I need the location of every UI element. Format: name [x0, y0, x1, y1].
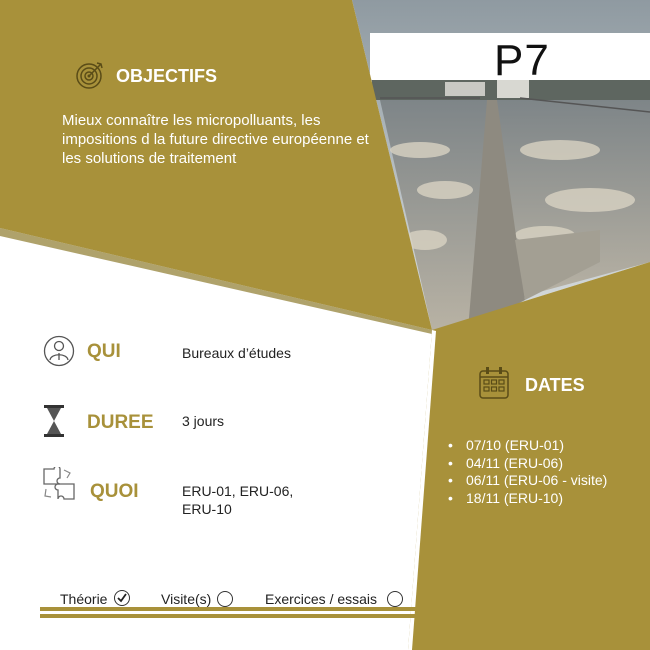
- quoi-label: QUOI: [90, 481, 139, 502]
- dates-title: DATES: [525, 375, 585, 395]
- check-icon: [114, 590, 130, 606]
- puzzle-icon: [42, 467, 76, 506]
- exercices-checkbox[interactable]: [387, 591, 403, 607]
- theorie-checkbox[interactable]: [114, 590, 130, 606]
- person-icon: [43, 335, 75, 372]
- theorie-label: Théorie: [60, 591, 108, 607]
- visites-label: Visite(s): [161, 591, 212, 607]
- course-code: P7: [494, 36, 550, 85]
- quoi-value: ERU-01, ERU-06, ERU-10: [182, 483, 294, 517]
- exercices-label: Exercices / essais: [265, 591, 378, 607]
- target-icon: [75, 60, 105, 95]
- hourglass-icon: [43, 404, 65, 443]
- duree-value: 3 jours: [182, 413, 225, 429]
- visites-checkbox[interactable]: [217, 591, 233, 607]
- qui-value: Bureaux d’études: [182, 345, 291, 361]
- dates-list: [448, 437, 607, 507]
- date-item: • 18/11 (ERU-10): [448, 490, 607, 508]
- duree-label: DUREE: [87, 412, 154, 433]
- qui-label: QUI: [87, 341, 121, 362]
- date-item: • 04/11 (ERU-06): [448, 455, 607, 473]
- date-item: • 06/11 (ERU-06 - visite): [448, 472, 607, 490]
- calendar-icon: [478, 366, 510, 405]
- objectifs-title: OBJECTIFS: [116, 66, 218, 86]
- date-item: • 07/10 (ERU-01): [448, 437, 607, 455]
- objectifs-description: Mieux connaître les micropolluants, les impositions d la future directive européenne et les solutions de traitement: [62, 112, 369, 167]
